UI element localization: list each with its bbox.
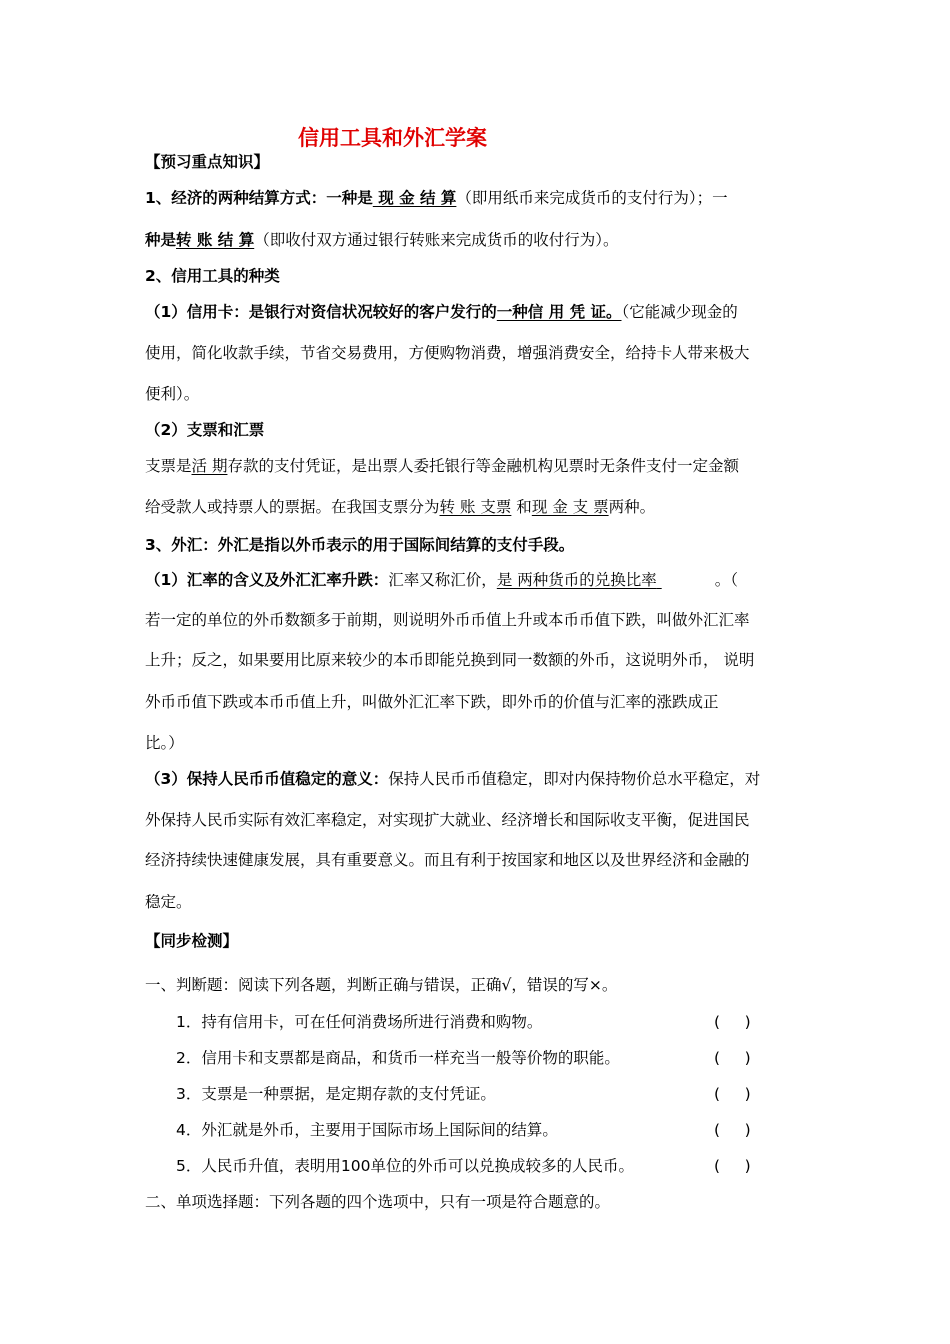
answer-blank-3[interactable]: ( ): [714, 1085, 751, 1103]
section-heading-practice: 【同步检测】: [145, 932, 239, 950]
judgement-item-3: 3．支票是一种票据，是定期存款的支付凭证。: [176, 1085, 496, 1103]
section-heading-preview: 【预习重点知识】: [145, 153, 270, 171]
answer-exchange-ratio: 是 两种货币的兑换比率: [496, 571, 657, 589]
judgement-item-4: 4．外汇就是外币，主要用于国际市场上国际间的结算。: [176, 1121, 558, 1139]
paragraph-rmb-stability-line-2: 外保持人民币实际有效汇率稳定，对实现扩大就业、经济增长和国际收支平衡，促进国民: [145, 811, 750, 829]
judgement-item-2: 2．信用卡和支票都是商品，和货币一样充当一般等价物的职能。: [176, 1049, 620, 1067]
answer-blank-4[interactable]: ( ): [714, 1121, 751, 1139]
check-and: 和: [511, 498, 532, 516]
choice-instructions: 二、单项选择题：下列各题的四个选项中，只有一项是符合题意的。: [145, 1193, 611, 1211]
settlement-intro: 1、经济的两种结算方式：一种是: [145, 189, 373, 207]
answer-blank-2[interactable]: ( ): [714, 1049, 751, 1067]
answer-cash-check: 现 金 支 票: [531, 498, 609, 516]
heading-credit-tools: 2、信用工具的种类: [145, 267, 280, 285]
paragraph-exchange-rate-line-5: 比。）: [145, 734, 184, 752]
check-types-intro: 给受款人或持票人的票据。在我国支票分为: [145, 498, 440, 516]
paragraph-settlement-line-1: [145, 186, 728, 210]
check-types-end: 两种。: [608, 498, 656, 516]
judgement-item-1: 1．持有信用卡，可在任何消费场所进行消费和购物。: [176, 1013, 543, 1031]
document-title: 信用工具和外汇学案: [298, 126, 487, 150]
paragraph-rmb-stability-line-3: 经济持续快速健康发展，具有重要意义。而且有利于按国家和地区以及世界经济和金融的: [145, 851, 750, 869]
settlement-transfer-note: （即收付双方通过银行转账来完成货币的收付行为）。: [254, 231, 619, 249]
exchange-rate-end: 。（: [714, 571, 739, 589]
heading-check-draft: （2）支票和汇票: [145, 421, 265, 439]
answer-cash-settlement: 现 金 结 算: [372, 189, 457, 207]
paragraph-check-line-1: [145, 454, 739, 478]
exchange-rate-alias: 汇率又称汇价，: [388, 571, 497, 589]
paragraph-credit-card-line-2: 使用，简化收款手续，节省交易费用，方便购物消费，增强消费安全，给持卡人带来极大: [145, 344, 750, 362]
heading-foreign-exchange: 3、外汇：外汇是指以外币表示的用于国际间结算的支付手段。: [145, 536, 575, 554]
check-intro: 支票是: [145, 457, 192, 475]
credit-card-definition: （1）信用卡：是银行对资信状况较好的客户发行的: [145, 303, 497, 321]
paragraph-rmb-stability-line-1: [145, 767, 760, 791]
answer-blank-tail: [657, 568, 715, 592]
judgement-item-5: 5．人民币升值，表明用100单位的外币可以兑换成较多的人民币。: [176, 1157, 634, 1175]
paragraph-credit-card-line-3: 便利）。: [145, 385, 200, 403]
rmb-stability-text: 保持人民币币值稳定，即对内保持物价总水平稳定，对: [388, 770, 761, 788]
answer-transfer-settlement: 转 账 结 算: [176, 231, 255, 249]
settlement-second: 种是: [145, 231, 177, 249]
paragraph-check-line-2: [145, 495, 655, 519]
paragraph-exchange-rate-line-3: 上升；反之，如果要用比原来较少的本币即能兑换到同一数额的外币，这说明外币， 说明: [145, 651, 755, 669]
answer-transfer-check: 转 账 支票: [439, 498, 512, 516]
answer-demand-deposit: 活 期: [191, 457, 228, 475]
paragraph-exchange-rate-line-1: [145, 568, 738, 592]
check-definition: 存款的支付凭证，是出票人委托银行等金融机构见票时无条件支付一定金额: [227, 457, 739, 475]
rmb-stability-heading: （3）保持人民币币值稳定的意义：: [145, 770, 389, 788]
paragraph-credit-card-line-1: [145, 300, 738, 324]
answer-credit-voucher: 一种信 用 凭 证。: [496, 303, 622, 321]
paragraph-exchange-rate-line-2: 若一定的单位的外币数额多于前期，则说明外币币值上升或本币币值下跌，叫做外汇汇率: [145, 611, 750, 629]
paragraph-settlement-line-2: [145, 228, 618, 252]
judgement-instructions: 一、判断题：阅读下列各题，判断正确与错误，正确√，错误的写×。: [145, 976, 618, 994]
exchange-rate-heading: （1）汇率的含义及外汇汇率升跌：: [145, 571, 389, 589]
answer-blank-1[interactable]: ( ): [714, 1013, 751, 1031]
credit-card-note: （它能减少现金的: [621, 303, 738, 321]
answer-blank-5[interactable]: ( ): [714, 1157, 751, 1175]
paragraph-exchange-rate-line-4: 外币币值下跌或本币币值上升，叫做外汇汇率下跌，即外币的价值与汇率的涨跌成正: [145, 693, 719, 711]
settlement-cash-note: （即用纸币来完成货币的支付行为）；一: [456, 189, 728, 207]
paragraph-rmb-stability-line-4: 稳定。: [145, 893, 192, 911]
